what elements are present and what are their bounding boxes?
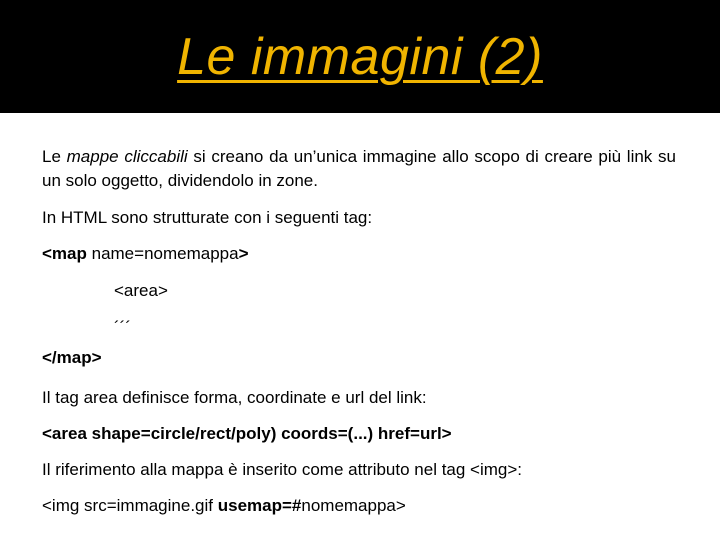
area-description: Il tag area definisce forma, coordinate e url del link: — [42, 388, 427, 407]
area-tag: <area> — [114, 281, 168, 300]
intro-text-end: si creano da un’unica immagine allo scopo di creare più link su un solo oggetto, dividendolo in zone. — [42, 147, 676, 190]
area-syntax — [42, 422, 452, 446]
map-close-bold: </map> — [42, 348, 102, 367]
img-example-usemap: usemap=# — [217, 496, 302, 515]
img-example-end: nomemappa> — [301, 496, 406, 515]
ellipsis: ´´´ — [114, 318, 131, 337]
html-intro: In HTML sono strutturate con i seguenti tag: — [42, 208, 373, 227]
map-open-name: name=nomemappa — [86, 244, 239, 263]
img-example-start: <img src=immagine.gif — [42, 496, 218, 515]
map-close-tag — [42, 346, 102, 370]
reference-description: Il riferimento alla mappa è inserito come attributo nel tag <img>: — [42, 460, 523, 479]
intro-text-start: Le — [42, 147, 67, 166]
area-syntax-bold: <area shape=circle/rect/poly) coords=(...) href=url> — [42, 424, 452, 443]
img-example — [42, 494, 406, 518]
intro-paragraph — [42, 145, 676, 193]
map-open-bold: <map — [42, 244, 87, 263]
title-bar — [0, 0, 720, 113]
map-open-close: > — [238, 244, 249, 263]
slide-title: Le immagini (2) — [177, 28, 543, 86]
map-open-tag — [42, 242, 249, 266]
intro-italic-term: mappe cliccabili — [66, 147, 188, 166]
